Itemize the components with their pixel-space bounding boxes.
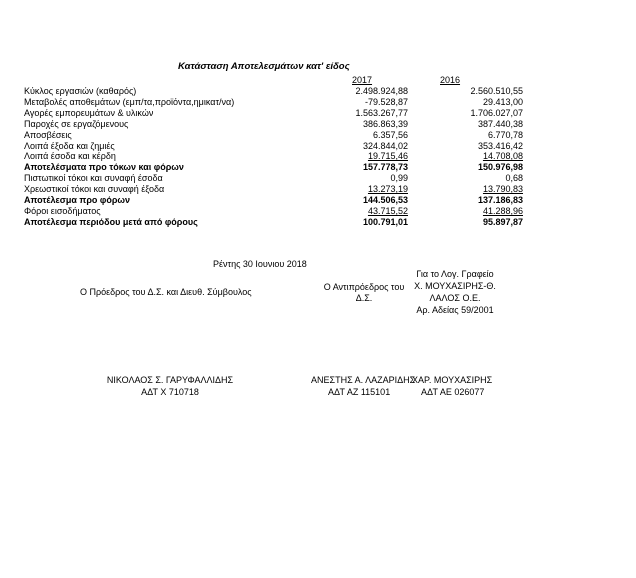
- row-value-2017: -79.528,87: [364, 97, 408, 107]
- row-value-2016: 95.897,87: [482, 217, 523, 227]
- office-line1: Για το Λογ. Γραφείο: [416, 269, 494, 279]
- office-line2: Χ. ΜΟΥΧΑΣΙΡΗΣ-Θ.: [414, 281, 496, 291]
- row-value-2016: [415, 184, 523, 195]
- row-label: Αποτελέσματα προ τόκων και φόρων: [24, 162, 184, 172]
- row-value-2016: 6.770,78: [487, 130, 523, 140]
- row-value-2017: 2.498.924,88: [355, 86, 408, 96]
- office-line3: ΛΑΛΟΣ Ο.Ε.: [429, 293, 481, 303]
- row-value-2017: 100.791,01: [362, 217, 408, 227]
- year-header-2016: 2016: [440, 75, 461, 85]
- row-label: Παροχές σε εργαζόμενους: [24, 119, 129, 129]
- row-value-2017: [320, 151, 408, 162]
- row-value-2017-text: 13.273,19: [367, 184, 408, 194]
- row-value-2016: [415, 151, 523, 162]
- row-value-2016: 1.706.027,07: [470, 108, 523, 118]
- row-value-2017: 0,99: [390, 173, 408, 183]
- row-value-2016-text: 41.288,96: [482, 206, 523, 216]
- row-value-2016: 0,68: [505, 173, 523, 183]
- row-value-2017: [320, 206, 408, 217]
- row-label: Αγορές εμπορευμάτων & υλικών: [24, 108, 154, 118]
- vice-title-line2: Δ.Σ.: [355, 293, 373, 303]
- vice-title-line1: Ο Αντιπρόεδρος του: [323, 282, 405, 292]
- accountant-name: ΧΑΡ. ΜΟΥΧΑΣΙΡΗΣ: [412, 375, 493, 385]
- row-value-2016-text: 13.790,83: [482, 184, 523, 194]
- year-header-2017: 2017: [352, 75, 373, 85]
- row-label: Μεταβολές αποθεμάτων (εμπ/τα,προϊόντα,ημικατ/να): [24, 97, 235, 107]
- row-value-2016: 387.440,38: [477, 119, 523, 129]
- row-value-2017: 144.506,53: [362, 195, 408, 205]
- row-label: Αποτέλεσμα προ φόρων: [24, 195, 131, 205]
- vice-name: ΑΝΕΣΤΗΣ Α. ΛΑΖΑΡΙΔΗΣ: [311, 375, 416, 385]
- row-value-2017-text: 43.715,52: [367, 206, 408, 216]
- statement-title: Κατάσταση Αποτελεσμάτων κατ' είδος: [178, 61, 350, 72]
- row-value-2017: 386.863,39: [362, 119, 408, 129]
- vice-id: ΑΔΤ ΑΖ 115101: [328, 387, 391, 397]
- row-value-2017: 324.844,02: [362, 141, 408, 151]
- row-value-2016: 150.976,98: [477, 162, 523, 172]
- row-value-2017: [320, 184, 408, 195]
- row-value-2016: [415, 206, 523, 217]
- date-place: Ρέντης 30 Ιουνιου 2018: [213, 259, 307, 269]
- row-value-2016-text: 14.708,08: [482, 151, 523, 161]
- row-label: Λοιπά έσοδα και κέρδη: [24, 151, 116, 161]
- row-label: Λοιπά έξοδα και ζημιές: [24, 141, 115, 151]
- row-label: Πιστωτικοί τόκοι και συναφή έσοδα: [24, 173, 163, 183]
- president-title: Ο Πρόεδρος του Δ.Σ. και Διευθ. Σύμβουλος: [80, 287, 252, 297]
- row-value-2017-text: 19.715,46: [367, 151, 408, 161]
- row-value-2017: 157.778,73: [362, 162, 408, 172]
- row-value-2016: 2.560.510,55: [470, 86, 523, 96]
- president-name: ΝΙΚΟΛΑΟΣ Σ. ΓΑΡΥΦΑΛΛΙΔΗΣ: [106, 375, 234, 385]
- row-label: Κύκλος εργασιών (καθαρός): [24, 86, 137, 96]
- row-value-2017: 6.357,56: [372, 130, 408, 140]
- row-label: Χρεωστικοί τόκοι και συναφή έξοδα: [24, 184, 165, 194]
- row-value-2017: 1.563.267,77: [355, 108, 408, 118]
- row-label: Αποσβέσεις: [24, 130, 72, 140]
- accountant-id: ΑΔΤ ΑΕ 026077: [421, 387, 485, 397]
- row-value-2016: 29.413,00: [482, 97, 523, 107]
- row-value-2016: 137.186,83: [477, 195, 523, 205]
- row-value-2016: 353.416,42: [477, 141, 523, 151]
- office-line4: Αρ. Αδείας 59/2001: [416, 305, 494, 315]
- row-label: Φόροι εισοδήματος: [24, 206, 101, 216]
- row-label: Αποτέλεσμα περιόδου μετά από φόρους: [24, 217, 198, 227]
- president-id: ΑΔΤ Χ 710718: [141, 387, 199, 397]
